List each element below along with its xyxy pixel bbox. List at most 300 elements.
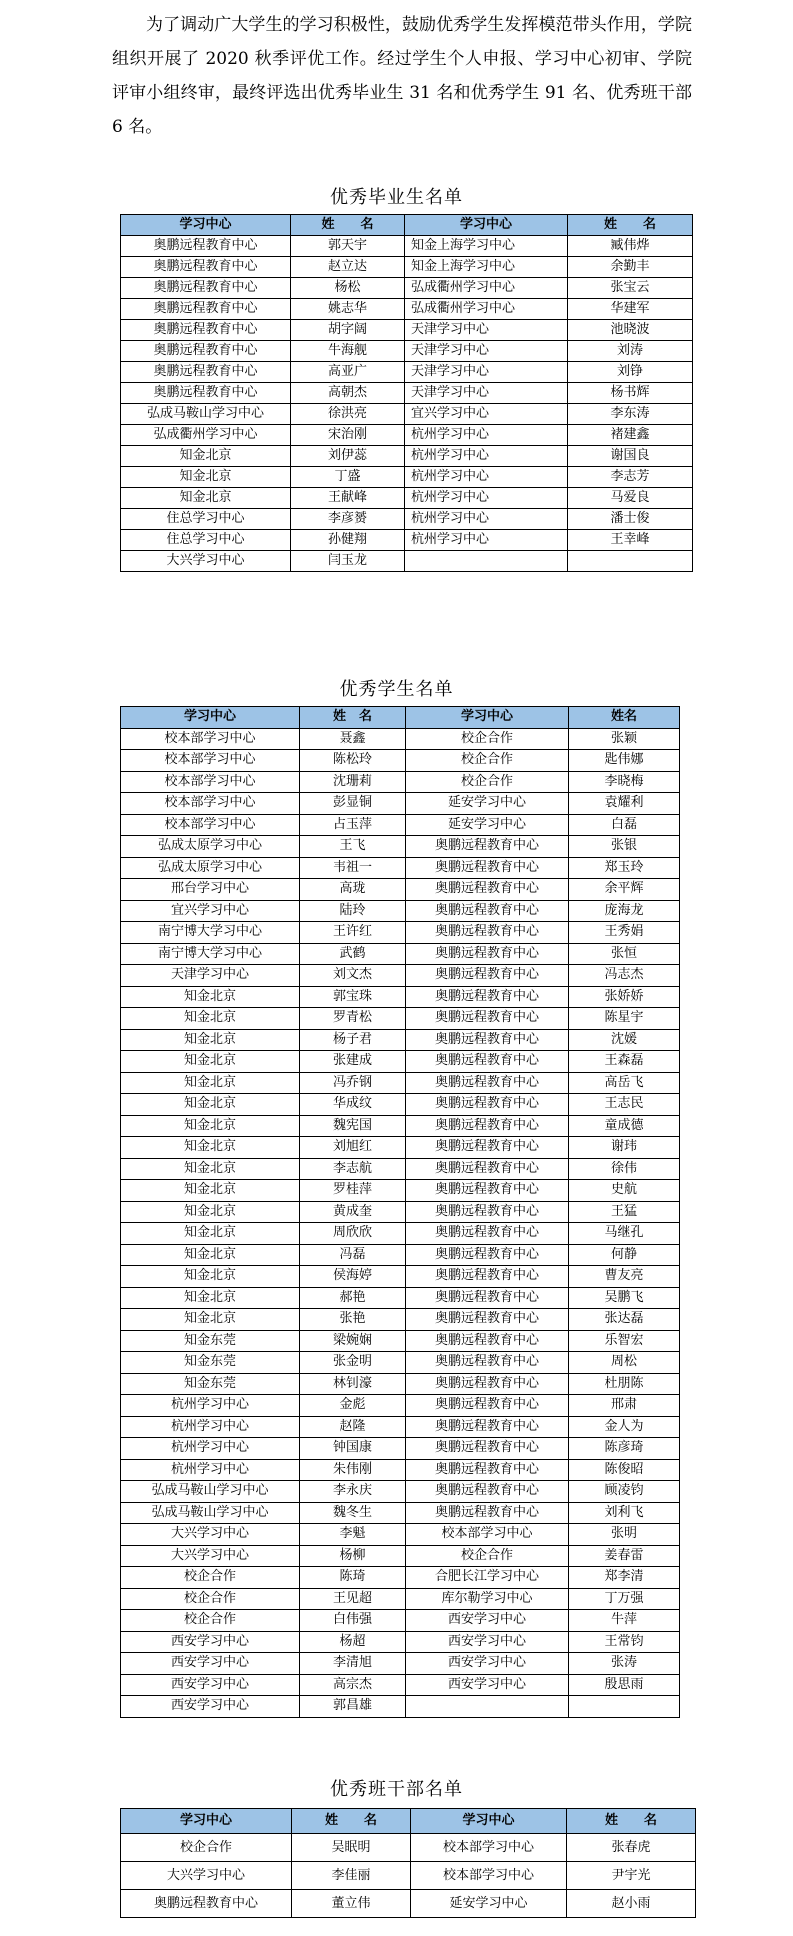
center-cell: 奥鹏远程教育中心 xyxy=(406,1244,569,1266)
center-cell: 校本部学习中心 xyxy=(121,814,300,836)
name-cell: 李晓梅 xyxy=(569,771,680,793)
name-cell: 臧伟烨 xyxy=(568,236,693,257)
table-row xyxy=(121,1330,680,1352)
name-cell: 李清旭 xyxy=(300,1653,406,1675)
table-row xyxy=(121,299,693,320)
center-cell: 奥鹏远程教育中心 xyxy=(406,1094,569,1116)
name-cell: 杜朋陈 xyxy=(569,1373,680,1395)
center-cell: 西安学习中心 xyxy=(406,1674,569,1696)
center-cell: 奥鹏远程教育中心 xyxy=(406,900,569,922)
name-cell: 郭昌雄 xyxy=(300,1696,406,1718)
name-cell: 陈彦琦 xyxy=(569,1438,680,1460)
center-cell: 知金北京 xyxy=(121,446,291,467)
name-cell: 侯海婷 xyxy=(300,1266,406,1288)
name-cell: 冯乔钢 xyxy=(300,1072,406,1094)
center-cell: 弘成太原学习中心 xyxy=(121,857,300,879)
center-cell: 知金东莞 xyxy=(121,1352,300,1374)
center-cell: 杭州学习中心 xyxy=(405,488,568,509)
name-cell: 童成德 xyxy=(569,1115,680,1137)
center-cell: 奥鹏远程教育中心 xyxy=(121,299,291,320)
name-cell: 韦祖一 xyxy=(300,857,406,879)
center-cell: 南宁博大学习中心 xyxy=(121,943,300,965)
table-row xyxy=(121,879,680,901)
center-cell: 住总学习中心 xyxy=(121,530,291,551)
center-cell: 知金北京 xyxy=(121,1244,300,1266)
center-cell: 知金北京 xyxy=(121,1266,300,1288)
graduates-title: 优秀毕业生名单 xyxy=(330,187,463,208)
column-header: 学习中心 xyxy=(411,1809,567,1834)
table-row xyxy=(121,1610,680,1632)
center-cell: 校企合作 xyxy=(121,1834,292,1862)
center-cell: 奥鹏远程教育中心 xyxy=(406,1459,569,1481)
center-cell: 杭州学习中心 xyxy=(405,530,568,551)
name-cell: 周欣欣 xyxy=(300,1223,406,1245)
name-cell: 王森磊 xyxy=(569,1051,680,1073)
cadres-title: 优秀班干部名单 xyxy=(330,1779,463,1800)
table-row xyxy=(121,236,693,257)
table-row xyxy=(121,1416,680,1438)
name-cell: 陆玲 xyxy=(300,900,406,922)
name-cell: 谢玮 xyxy=(569,1137,680,1159)
center-cell: 校企合作 xyxy=(406,1545,569,1567)
name-cell: 李东涛 xyxy=(568,404,693,425)
center-cell: 奥鹏远程教育中心 xyxy=(406,1115,569,1137)
table-row xyxy=(121,771,680,793)
center-cell: 知金北京 xyxy=(121,1094,300,1116)
name-cell: 匙伟娜 xyxy=(569,750,680,772)
center-cell: 知金上海学习中心 xyxy=(405,236,568,257)
column-header: 姓 名 xyxy=(291,215,405,236)
name-cell: 张建成 xyxy=(300,1051,406,1073)
center-cell: 校本部学习中心 xyxy=(121,750,300,772)
column-header: 姓名 xyxy=(569,707,680,729)
name-cell: 张涛 xyxy=(569,1653,680,1675)
name-cell: 华建军 xyxy=(568,299,693,320)
name-cell: 王许红 xyxy=(300,922,406,944)
table-header-row xyxy=(121,707,680,729)
table-row xyxy=(121,1115,680,1137)
center-cell: 奥鹏远程教育中心 xyxy=(406,1180,569,1202)
name-cell: 郑玉玲 xyxy=(569,857,680,879)
name-cell: 李彦赟 xyxy=(291,509,405,530)
name-cell: 金人为 xyxy=(569,1416,680,1438)
name-cell: 闫玉龙 xyxy=(291,551,405,572)
name-cell: 牛萍 xyxy=(569,1610,680,1632)
name-cell: 潘士俊 xyxy=(568,509,693,530)
center-cell: 奥鹏远程教育中心 xyxy=(406,1029,569,1051)
center-cell: 合肥长江学习中心 xyxy=(406,1567,569,1589)
name-cell: 高珑 xyxy=(300,879,406,901)
center-cell: 天津学习中心 xyxy=(121,965,300,987)
table-row xyxy=(121,1545,680,1567)
center-cell: 库尔勒学习中心 xyxy=(406,1588,569,1610)
name-cell: 冯磊 xyxy=(300,1244,406,1266)
name-cell: 牛海舰 xyxy=(291,341,405,362)
table-row xyxy=(121,922,680,944)
table-row xyxy=(121,1834,696,1862)
center-cell: 知金北京 xyxy=(121,488,291,509)
name-cell: 张恒 xyxy=(569,943,680,965)
table-row xyxy=(121,1158,680,1180)
name-cell: 刘旭红 xyxy=(300,1137,406,1159)
name-cell: 赵立达 xyxy=(291,257,405,278)
name-cell: 孙健翔 xyxy=(291,530,405,551)
table-row xyxy=(121,1481,680,1503)
center-cell: 奥鹏远程教育中心 xyxy=(406,1438,569,1460)
center-cell: 西安学习中心 xyxy=(406,1610,569,1632)
table-row xyxy=(121,1459,680,1481)
name-cell: 杨超 xyxy=(300,1631,406,1653)
center-cell: 知金北京 xyxy=(121,1008,300,1030)
name-cell: 高岳飞 xyxy=(569,1072,680,1094)
center-cell: 奥鹏远程教育中心 xyxy=(406,943,569,965)
column-header: 学习中心 xyxy=(121,215,291,236)
name-cell: 罗青松 xyxy=(300,1008,406,1030)
center-cell: 杭州学习中心 xyxy=(405,467,568,488)
center-cell: 知金北京 xyxy=(121,1029,300,1051)
center-cell: 天津学习中心 xyxy=(405,320,568,341)
center-cell: 奥鹏远程教育中心 xyxy=(121,320,291,341)
center-cell xyxy=(405,551,568,572)
name-cell: 何静 xyxy=(569,1244,680,1266)
table-row xyxy=(121,1352,680,1374)
center-cell: 西安学习中心 xyxy=(121,1674,300,1696)
table-row xyxy=(121,1309,680,1331)
center-cell: 校本部学习中心 xyxy=(411,1834,567,1862)
table-row xyxy=(121,1588,680,1610)
center-cell: 知金北京 xyxy=(121,1309,300,1331)
table-row xyxy=(121,404,693,425)
name-cell: 顾凌钧 xyxy=(569,1481,680,1503)
center-cell: 杭州学习中心 xyxy=(405,509,568,530)
name-cell: 余平辉 xyxy=(569,879,680,901)
table-row xyxy=(121,1094,680,1116)
table-row xyxy=(121,551,693,572)
name-cell: 钟国康 xyxy=(300,1438,406,1460)
center-cell: 弘成衢州学习中心 xyxy=(405,299,568,320)
center-cell: 大兴学习中心 xyxy=(121,1524,300,1546)
center-cell: 南宁博大学习中心 xyxy=(121,922,300,944)
table-header-row xyxy=(121,215,693,236)
name-cell: 邢肃 xyxy=(569,1395,680,1417)
name-cell: 余勤丰 xyxy=(568,257,693,278)
center-cell: 奥鹏远程教育中心 xyxy=(121,362,291,383)
center-cell: 奥鹏远程教育中心 xyxy=(406,1137,569,1159)
center-cell: 奥鹏远程教育中心 xyxy=(406,1072,569,1094)
center-cell: 奥鹏远程教育中心 xyxy=(121,383,291,404)
name-cell: 高宗杰 xyxy=(300,1674,406,1696)
table-row xyxy=(121,278,693,299)
center-cell: 弘成马鞍山学习中心 xyxy=(121,1481,300,1503)
name-cell: 王幸峰 xyxy=(568,530,693,551)
center-cell: 知金北京 xyxy=(121,1180,300,1202)
center-cell: 知金上海学习中心 xyxy=(405,257,568,278)
center-cell: 奥鹏远程教育中心 xyxy=(121,257,291,278)
center-cell: 知金北京 xyxy=(121,1137,300,1159)
name-cell: 史航 xyxy=(569,1180,680,1202)
center-cell: 奥鹏远程教育中心 xyxy=(406,1309,569,1331)
center-cell: 奥鹏远程教育中心 xyxy=(406,1008,569,1030)
column-header: 姓 名 xyxy=(292,1809,411,1834)
table-row xyxy=(121,509,693,530)
center-cell: 奥鹏远程教育中心 xyxy=(406,1287,569,1309)
table-header-row xyxy=(121,1809,696,1834)
center-cell: 弘成马鞍山学习中心 xyxy=(121,1502,300,1524)
table-row xyxy=(121,1201,680,1223)
table-row xyxy=(121,1008,680,1030)
name-cell: 徐洪亮 xyxy=(291,404,405,425)
column-header: 学习中心 xyxy=(405,215,568,236)
center-cell: 知金东莞 xyxy=(121,1330,300,1352)
name-cell: 白磊 xyxy=(569,814,680,836)
name-cell: 黄成奎 xyxy=(300,1201,406,1223)
name-cell: 杨子君 xyxy=(300,1029,406,1051)
name-cell: 王志民 xyxy=(569,1094,680,1116)
name-cell: 池晓波 xyxy=(568,320,693,341)
table-row xyxy=(121,1029,680,1051)
name-cell: 沈媛 xyxy=(569,1029,680,1051)
center-cell: 天津学习中心 xyxy=(405,341,568,362)
name-cell: 王秀娟 xyxy=(569,922,680,944)
name-cell: 张春虎 xyxy=(567,1834,696,1862)
name-cell: 杨松 xyxy=(291,278,405,299)
table-row xyxy=(121,965,680,987)
center-cell: 奥鹏远程教育中心 xyxy=(406,1330,569,1352)
center-cell: 杭州学习中心 xyxy=(121,1438,300,1460)
name-cell: 金彪 xyxy=(300,1395,406,1417)
center-cell: 奥鹏远程教育中心 xyxy=(121,278,291,299)
column-header: 姓 名 xyxy=(567,1809,696,1834)
center-cell: 奥鹏远程教育中心 xyxy=(406,836,569,858)
table-row xyxy=(121,900,680,922)
center-cell: 校本部学习中心 xyxy=(121,771,300,793)
name-cell: 林钊濠 xyxy=(300,1373,406,1395)
table-row xyxy=(121,1180,680,1202)
table-row xyxy=(121,750,680,772)
table-row xyxy=(121,986,680,1008)
center-cell: 弘成马鞍山学习中心 xyxy=(121,404,291,425)
center-cell: 杭州学习中心 xyxy=(121,1416,300,1438)
center-cell: 奥鹏远程教育中心 xyxy=(406,1502,569,1524)
name-cell: 沈珊莉 xyxy=(300,771,406,793)
name-cell: 罗桂萍 xyxy=(300,1180,406,1202)
name-cell: 占玉萍 xyxy=(300,814,406,836)
table-row xyxy=(121,1862,696,1890)
center-cell: 奥鹏远程教育中心 xyxy=(121,1890,292,1918)
name-cell: 马爱良 xyxy=(568,488,693,509)
center-cell: 知金北京 xyxy=(121,1223,300,1245)
center-cell: 杭州学习中心 xyxy=(405,446,568,467)
center-cell: 奥鹏远程教育中心 xyxy=(121,236,291,257)
name-cell: 王猛 xyxy=(569,1201,680,1223)
table-row xyxy=(121,1890,696,1918)
name-cell: 李志芳 xyxy=(568,467,693,488)
name-cell xyxy=(568,551,693,572)
center-cell: 宜兴学习中心 xyxy=(121,900,300,922)
center-cell: 邢台学习中心 xyxy=(121,879,300,901)
students-title: 优秀学生名单 xyxy=(339,679,454,700)
name-cell: 赵隆 xyxy=(300,1416,406,1438)
name-cell: 袁耀利 xyxy=(569,793,680,815)
intro-paragraph xyxy=(112,8,692,144)
column-header: 姓 名 xyxy=(568,215,693,236)
center-cell: 知金北京 xyxy=(121,986,300,1008)
name-cell: 赵小雨 xyxy=(567,1890,696,1918)
table-row xyxy=(121,836,680,858)
center-cell: 奥鹏远程教育中心 xyxy=(406,986,569,1008)
name-cell: 徐伟 xyxy=(569,1158,680,1180)
name-cell: 陈琦 xyxy=(300,1567,406,1589)
center-cell: 奥鹏远程教育中心 xyxy=(406,922,569,944)
table-row xyxy=(121,446,693,467)
center-cell: 校本部学习中心 xyxy=(406,1524,569,1546)
center-cell: 奥鹏远程教育中心 xyxy=(406,1266,569,1288)
center-cell: 知金东莞 xyxy=(121,1373,300,1395)
table-row xyxy=(121,1051,680,1073)
center-cell: 校企合作 xyxy=(406,728,569,750)
name-cell: 高亚广 xyxy=(291,362,405,383)
name-cell: 郭天宇 xyxy=(291,236,405,257)
center-cell: 奥鹏远程教育中心 xyxy=(406,1223,569,1245)
column-header: 姓 名 xyxy=(300,707,406,729)
name-cell: 魏冬生 xyxy=(300,1502,406,1524)
table-row xyxy=(121,1223,680,1245)
center-cell: 知金北京 xyxy=(121,1115,300,1137)
center-cell: 知金北京 xyxy=(121,1158,300,1180)
graduates-table xyxy=(120,214,693,572)
center-cell: 奥鹏远程教育中心 xyxy=(406,1051,569,1073)
table-row xyxy=(121,1567,680,1589)
table-row xyxy=(121,943,680,965)
name-cell: 张宝云 xyxy=(568,278,693,299)
table-row xyxy=(121,814,680,836)
center-cell: 杭州学习中心 xyxy=(405,425,568,446)
name-cell: 聂鑫 xyxy=(300,728,406,750)
intro-text: 为了调动广大学生的学习积极性，鼓励优秀学生发挥模范带头作用，学院组织开展了 2020 秋季评优工作。经过学生个人申报、学习中心初审、学院评审小组终审，最终评选出优秀毕业生 31 名和优秀学生 91 名、优秀班干部 6 名。 xyxy=(112,15,692,137)
name-cell: 陈俊昭 xyxy=(569,1459,680,1481)
center-cell: 奥鹏远程教育中心 xyxy=(406,965,569,987)
name-cell: 吴眠明 xyxy=(292,1834,411,1862)
name-cell: 吴鹏飞 xyxy=(569,1287,680,1309)
name-cell: 马继孔 xyxy=(569,1223,680,1245)
center-cell: 延安学习中心 xyxy=(411,1890,567,1918)
center-cell: 杭州学习中心 xyxy=(121,1395,300,1417)
name-cell xyxy=(569,1696,680,1718)
center-cell: 延安学习中心 xyxy=(406,814,569,836)
name-cell: 王常钧 xyxy=(569,1631,680,1653)
name-cell: 杨柳 xyxy=(300,1545,406,1567)
name-cell: 郭宝珠 xyxy=(300,986,406,1008)
name-cell: 王献峰 xyxy=(291,488,405,509)
column-header: 学习中心 xyxy=(121,707,300,729)
center-cell: 宜兴学习中心 xyxy=(405,404,568,425)
name-cell: 陈松玲 xyxy=(300,750,406,772)
center-cell: 西安学习中心 xyxy=(121,1631,300,1653)
table-row xyxy=(121,341,693,362)
center-cell: 校本部学习中心 xyxy=(121,793,300,815)
center-cell: 校企合作 xyxy=(121,1610,300,1632)
name-cell: 朱伟刚 xyxy=(300,1459,406,1481)
table-row xyxy=(121,1287,680,1309)
name-cell: 梁婉娴 xyxy=(300,1330,406,1352)
name-cell: 姚志华 xyxy=(291,299,405,320)
name-cell: 高朝杰 xyxy=(291,383,405,404)
center-cell: 校企合作 xyxy=(406,771,569,793)
name-cell: 胡字阔 xyxy=(291,320,405,341)
table-row xyxy=(121,320,693,341)
center-cell: 奥鹏远程教育中心 xyxy=(406,1158,569,1180)
table-row xyxy=(121,1674,680,1696)
center-cell: 大兴学习中心 xyxy=(121,551,291,572)
table-row xyxy=(121,425,693,446)
center-cell: 杭州学习中心 xyxy=(121,1459,300,1481)
name-cell: 刘伊蕊 xyxy=(291,446,405,467)
table-row xyxy=(121,1631,680,1653)
table-row xyxy=(121,383,693,404)
name-cell: 王见超 xyxy=(300,1588,406,1610)
center-cell: 校本部学习中心 xyxy=(121,728,300,750)
center-cell: 奥鹏远程教育中心 xyxy=(406,1373,569,1395)
table-row xyxy=(121,728,680,750)
column-header: 学习中心 xyxy=(121,1809,292,1834)
name-cell: 张达磊 xyxy=(569,1309,680,1331)
table-row xyxy=(121,1137,680,1159)
name-cell: 陈星宇 xyxy=(569,1008,680,1030)
table-row xyxy=(121,1524,680,1546)
name-cell: 宋治刚 xyxy=(291,425,405,446)
name-cell: 曹友亮 xyxy=(569,1266,680,1288)
name-cell: 刘文杰 xyxy=(300,965,406,987)
name-cell: 刘涛 xyxy=(568,341,693,362)
column-header: 学习中心 xyxy=(406,707,569,729)
name-cell: 李志航 xyxy=(300,1158,406,1180)
name-cell: 李佳丽 xyxy=(292,1862,411,1890)
table-row xyxy=(121,1653,680,1675)
center-cell: 校企合作 xyxy=(121,1588,300,1610)
name-cell: 武鹤 xyxy=(300,943,406,965)
table-row xyxy=(121,257,693,278)
center-cell: 奥鹏远程教育中心 xyxy=(121,341,291,362)
center-cell: 奥鹏远程教育中心 xyxy=(406,1201,569,1223)
table-row xyxy=(121,1266,680,1288)
center-cell: 知金北京 xyxy=(121,467,291,488)
center-cell: 校企合作 xyxy=(121,1567,300,1589)
center-cell: 西安学习中心 xyxy=(121,1696,300,1718)
center-cell: 住总学习中心 xyxy=(121,509,291,530)
name-cell: 魏宪国 xyxy=(300,1115,406,1137)
center-cell: 知金北京 xyxy=(121,1201,300,1223)
table-row xyxy=(121,362,693,383)
name-cell: 尹宇光 xyxy=(567,1862,696,1890)
name-cell: 姜春雷 xyxy=(569,1545,680,1567)
center-cell: 弘成太原学习中心 xyxy=(121,836,300,858)
table-row xyxy=(121,1244,680,1266)
name-cell: 周松 xyxy=(569,1352,680,1374)
name-cell: 彭显铜 xyxy=(300,793,406,815)
name-cell: 张娇娇 xyxy=(569,986,680,1008)
name-cell: 刘利飞 xyxy=(569,1502,680,1524)
name-cell: 张明 xyxy=(569,1524,680,1546)
table-row xyxy=(121,1072,680,1094)
table-row xyxy=(121,1696,680,1718)
center-cell: 延安学习中心 xyxy=(406,793,569,815)
center-cell: 校本部学习中心 xyxy=(411,1862,567,1890)
name-cell: 张艳 xyxy=(300,1309,406,1331)
center-cell: 西安学习中心 xyxy=(121,1653,300,1675)
center-cell: 知金北京 xyxy=(121,1287,300,1309)
center-cell: 天津学习中心 xyxy=(405,362,568,383)
center-cell: 奥鹏远程教育中心 xyxy=(406,1352,569,1374)
